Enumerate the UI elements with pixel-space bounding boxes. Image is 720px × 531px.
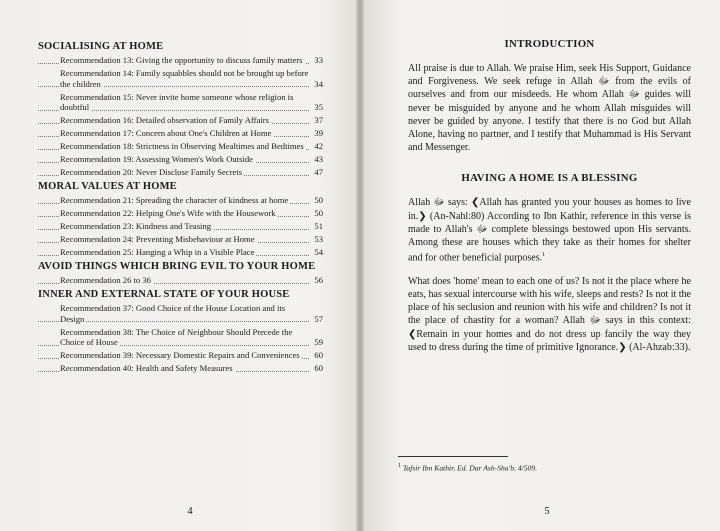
toc-entry	[38, 234, 323, 245]
toc-entry	[38, 275, 323, 286]
toc-entry	[38, 128, 323, 139]
toc-entry-page: 50	[314, 208, 323, 219]
toc-entry-text: Recommendation 37: Good Choice of the House Location and its Design	[60, 302, 286, 324]
toc-entry-page: 39	[314, 128, 323, 139]
toc-entry-page: 51	[314, 221, 323, 232]
toc-entry-text: Recommendation 23: Kindness and Teasing	[60, 221, 212, 232]
toc-entry	[38, 68, 323, 89]
toc-entry-page: 60	[314, 350, 323, 361]
toc-entry-text: Recommendation 13: Giving the opportunity to discuss family matters	[60, 55, 303, 65]
toc-entry	[38, 115, 323, 126]
toc-entry-text: Recommendation 38: The Choice of Neighbour Should Precede the Choice of House	[60, 326, 293, 348]
footnote-text: Tafsir Ibn Kathir, Ed. Dar Ash-Sha'b, 4/509.	[402, 463, 538, 473]
left-page-number: 4	[187, 506, 193, 517]
toc-entry-text: Recommendation 22: Helping One's Wife with the Housework	[60, 208, 276, 219]
toc-entry	[38, 303, 323, 324]
toc-entry-page: 34	[314, 78, 323, 89]
toc-entry	[38, 55, 323, 66]
book-gutter	[356, 0, 364, 531]
toc-entry-page: 59	[314, 337, 323, 348]
toc-section-title: AVOID THINGS WHICH BRING EVIL TO YOUR HOME	[38, 260, 316, 272]
toc-entry-page: 37	[314, 115, 323, 126]
toc-entry-text: Recommendation 19: Assessing Women's Work Outside	[60, 154, 253, 165]
toc-entry	[38, 141, 323, 152]
footnote-number: 1	[398, 463, 401, 469]
toc-section-title: INNER AND EXTERNAL STATE OF YOUR HOUSE	[38, 288, 290, 300]
toc-entry-text: Recommendation 24: Preventing Misbehaviour at Home	[60, 234, 255, 245]
toc-entry-text: Recommendation 16: Detailed observation of Family Affairs	[60, 115, 269, 126]
toc-entry-text: Recommendation 20: Never Disclose Family Secrets	[60, 167, 243, 178]
toc-entry-text: Recommendation 14: Family squabbles should not be brought up before the children	[60, 67, 309, 89]
toc-entry-page: 57	[314, 313, 323, 324]
toc-entry-text: Recommendation 25: Hanging a Whip in a Visible Place	[60, 247, 255, 257]
toc-entry	[38, 195, 323, 206]
footnote-divider	[398, 456, 508, 457]
right-page-number: 5	[544, 506, 550, 517]
blessing-paragraph-2: What does 'home' mean to each one of us? Is not it the place where he eats, has sexual intercourse with his wife, sleeps and rests? Is not it the place of his seclusion and reunion with his wife and children? Is not it the place of chastity for a woman? Allah ﷻ says in this context: ❮Remain in your homes and do not dress up fancily the way they used to dress during the time of primitive Ignorance.❯ (Al-Ahzab:33).	[408, 275, 691, 353]
toc-entry-page: 47	[314, 167, 323, 178]
toc-entry-page: 50	[314, 195, 323, 206]
toc-entry-page: 54	[314, 247, 323, 257]
introduction-paragraph: All praise is due to Allah. We praise Him, seek His Support, Guidance and Forgiveness. We seek refuge in Allah ﷻ from the evils of ourselves and from our misdeeds. He whom Allah ﷻ guides will never be misguided by anyone and he whom Allah misguides will never be guided by anyone. I testify that there is no God but Allah Alone, having no partner, and I testify that Muhammad is His Servant and Messenger.	[408, 63, 691, 154]
toc-entry	[38, 247, 323, 258]
toc-entry-text: Recommendation 21: Spreading the character of kindness at home	[60, 195, 289, 206]
toc-entry-text: Recommendation 26 to 36	[60, 274, 151, 285]
toc-entry-page: 42	[314, 141, 323, 152]
blessing-heading: HAVING A HOME IS A BLESSING	[461, 172, 638, 185]
toc-entry	[38, 350, 323, 361]
right-page-content	[408, 38, 691, 364]
toc-entry	[38, 167, 323, 178]
table-of-contents	[38, 38, 323, 376]
toc-entry	[38, 92, 323, 113]
toc-entry-page: 33	[314, 55, 323, 65]
introduction-heading: INTRODUCTION	[504, 38, 595, 50]
toc-entry	[38, 221, 323, 232]
toc-entry-page: 43	[314, 154, 323, 165]
toc-entry	[38, 363, 323, 374]
blessing-paragraph-1-text: Allah ﷻ says: ❮Allah has granted you your houses as homes to live in.❯ (An-Nahl:80) According to Ibn Kathir, reference in this verse is made to Allah's ﷻ complete blessings bestowed upon His servants. Among these are houses which they take as their homes for shelter and for other beneficial purposes.	[408, 197, 692, 264]
toc-entry-page: 53	[314, 234, 323, 245]
toc-entry	[38, 154, 323, 165]
toc-entry-page: 35	[314, 102, 323, 113]
toc-entry-page: 60	[314, 363, 323, 374]
blessing-paragraph-1	[408, 196, 691, 264]
footnote-marker: 1	[542, 252, 546, 259]
toc-entry-text: Recommendation 18: Strictness in Observing Mealtimes and Bedtimes	[60, 141, 304, 152]
toc-entry-page: 56	[314, 274, 323, 285]
toc-entry-text: Recommendation 39: Necessary Domestic Repairs and Conveniences	[60, 350, 300, 361]
footnote	[398, 463, 688, 473]
toc-section-title: MORAL VALUES AT HOME	[38, 181, 177, 193]
toc-entry	[38, 327, 323, 348]
toc-entry-text: Recommendation 40: Health and Safety Measures	[60, 363, 233, 374]
toc-entry	[38, 208, 323, 219]
toc-section-title: SOCIALISING AT HOME	[38, 41, 164, 52]
toc-entry-text: Recommendation 15: Never invite home someone whose religion is doubtful	[60, 91, 294, 113]
toc-entry-text: Recommendation 17: Concern about One's Children at Home	[60, 128, 272, 139]
